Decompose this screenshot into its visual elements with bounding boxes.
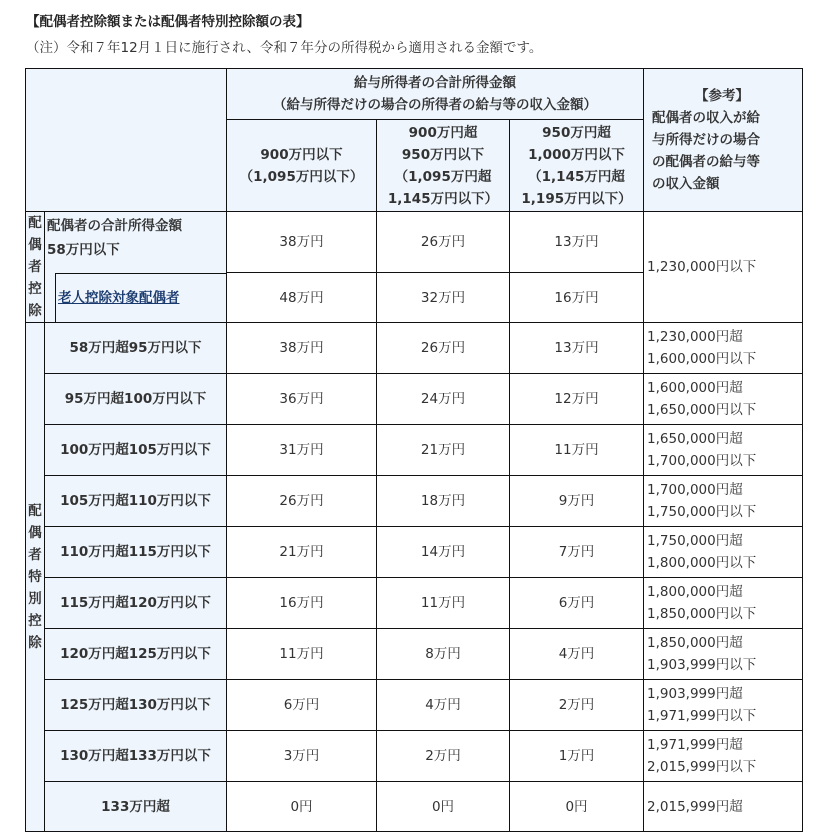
column-header-line: 1,195万円以下）	[521, 190, 632, 207]
ref-line: 1,650,000円以下	[647, 402, 757, 418]
column-header-900-or-less	[227, 120, 377, 212]
table-row	[26, 578, 803, 629]
value-cell: 31万円	[227, 425, 377, 476]
value-cell: 21万円	[227, 527, 377, 578]
ref-line: 1,750,000円以下	[647, 504, 757, 520]
value-cell: 0円	[227, 782, 377, 832]
value-cell: 2万円	[510, 680, 644, 731]
income-group-header	[227, 69, 644, 120]
value-cell: 24万円	[377, 374, 510, 425]
reference-header-line3: 与所得だけの場合	[652, 132, 761, 148]
row-label: 58万円超95万円以下	[45, 323, 227, 374]
page-title: 【配偶者控除額または配偶者特別控除額の表】	[26, 14, 310, 30]
row-label: 110万円超115万円以下	[45, 527, 227, 578]
value-cell: 2万円	[377, 731, 510, 782]
ref-line: 1,850,000円以下	[647, 606, 757, 622]
column-header-line: 1,000万円以下	[528, 146, 625, 163]
value-cell: 1万円	[510, 731, 644, 782]
row-label: 125万円超130万円以下	[45, 680, 227, 731]
special-deduction-section-label	[26, 323, 45, 832]
reference-header-line1: 【参考】	[695, 88, 750, 104]
column-header-line: 900万円超	[408, 124, 478, 141]
table-row	[26, 680, 803, 731]
value-cell: 26万円	[377, 323, 510, 374]
ref-line: 1,700,000円超	[647, 482, 743, 498]
value-cell: 7万円	[510, 527, 644, 578]
value-cell: 26万円	[377, 212, 510, 273]
vertical-char: 配	[28, 503, 42, 519]
table-row	[26, 374, 803, 425]
ref-line: 1,750,000円超	[647, 533, 743, 549]
value-cell: 3万円	[227, 731, 377, 782]
table-row	[26, 731, 803, 782]
vertical-char: 別	[28, 591, 42, 607]
column-header-line: （1,095万円超	[394, 168, 492, 185]
column-header-line: 950万円超	[542, 124, 611, 141]
ref-line: 1,800,000円以下	[647, 555, 757, 571]
row-label: 130万円超133万円以下	[45, 731, 227, 782]
reference-cell	[644, 425, 803, 476]
spouse-deduction-section-label	[26, 212, 45, 323]
reference-header-line5: の収入金額	[652, 176, 720, 192]
label-line: 配偶者の合計所得金額	[47, 218, 182, 234]
value-cell: 4万円	[377, 680, 510, 731]
vertical-char: 者	[28, 259, 42, 275]
ref-line: 1,903,999円超	[647, 686, 743, 702]
vertical-char: 控	[28, 613, 42, 629]
vertical-char: 偶	[28, 525, 42, 541]
row-label: 115万円超120万円以下	[45, 578, 227, 629]
ref-line: 1,971,999円超	[647, 737, 743, 753]
reference-cell	[644, 578, 803, 629]
value-cell: 11万円	[227, 629, 377, 680]
reference-cell	[644, 527, 803, 578]
ref-line: 1,903,999円以下	[647, 657, 757, 673]
ref-line: 1,800,000円超	[647, 584, 743, 600]
ref-line: 1,600,000円超	[647, 380, 743, 396]
value-cell: 16万円	[227, 578, 377, 629]
value-cell: 11万円	[377, 578, 510, 629]
elderly-spouse-label-cell	[55, 273, 226, 322]
reference-cell: 1,230,000円以下	[644, 212, 803, 323]
reference-cell	[644, 323, 803, 374]
ref-line: 1,600,000円以下	[647, 351, 757, 367]
vertical-char: 者	[28, 547, 42, 563]
spouse-deduction-table	[25, 68, 803, 832]
table-row	[26, 782, 803, 832]
ref-line: 1,700,000円以下	[647, 453, 757, 469]
table-row	[26, 476, 803, 527]
column-header-line: （1,145万円超	[528, 168, 625, 185]
reference-header-line4: の配偶者の給与等	[652, 154, 761, 170]
value-cell: 4万円	[510, 629, 644, 680]
value-cell: 6万円	[510, 578, 644, 629]
vertical-char: 除	[28, 303, 42, 319]
ref-line: 2,015,999円以下	[647, 759, 757, 775]
row-label: 105万円超110万円以下	[45, 476, 227, 527]
value-cell: 38万円	[227, 323, 377, 374]
value-cell: 0円	[510, 782, 644, 832]
effective-date-note: （注）令和７年12月１日に施行され、令和７年分の所得税から適用される金額です。	[26, 40, 543, 56]
value-cell: 14万円	[377, 527, 510, 578]
elderly-spouse-link[interactable]: 老人控除対象配偶者	[58, 290, 180, 306]
vertical-char: 偶	[28, 237, 42, 253]
table-row	[26, 629, 803, 680]
vertical-char: 特	[28, 569, 42, 585]
value-cell: 13万円	[510, 323, 644, 374]
reference-cell	[644, 476, 803, 527]
row-label: 120万円超125万円以下	[45, 629, 227, 680]
ref-line: 2,015,999円超	[647, 798, 743, 815]
reference-cell	[644, 731, 803, 782]
value-cell: 9万円	[510, 476, 644, 527]
table-row	[26, 527, 803, 578]
value-cell: 32万円	[377, 273, 510, 323]
table-row	[26, 425, 803, 476]
reference-cell	[644, 629, 803, 680]
income-group-header-line1: 給与所得者の合計所得金額	[354, 75, 516, 91]
vertical-char: 控	[28, 281, 42, 297]
column-header-900-to-950	[377, 120, 510, 212]
ref-line: 1,850,000円超	[647, 635, 743, 651]
value-cell: 26万円	[227, 476, 377, 527]
value-cell: 13万円	[510, 212, 644, 273]
value-cell: 8万円	[377, 629, 510, 680]
ref-line: 1,230,000円超	[647, 329, 743, 345]
row-label: 133万円超	[45, 782, 227, 832]
row-label: 100万円超105万円以下	[45, 425, 227, 476]
column-header-line: 950万円以下	[401, 146, 485, 163]
value-cell: 21万円	[377, 425, 510, 476]
reference-header-line2: 配偶者の収入が給	[652, 110, 761, 126]
reference-cell	[644, 782, 803, 832]
reference-cell	[644, 680, 803, 731]
column-header-line: 1,145万円以下）	[387, 190, 499, 207]
table-row	[26, 323, 803, 374]
ref-line: 1,650,000円超	[647, 431, 743, 447]
spouse-income-label-cell	[45, 212, 227, 323]
corner-header-cell	[26, 69, 227, 212]
value-cell: 0円	[377, 782, 510, 832]
value-cell: 38万円	[227, 212, 377, 273]
value-cell: 18万円	[377, 476, 510, 527]
ref-line: 1,971,999円以下	[647, 708, 757, 724]
spouse-income-58-or-less-label	[45, 212, 226, 273]
value-cell: 16万円	[510, 273, 644, 323]
reference-cell	[644, 374, 803, 425]
label-line: 58万円以下	[47, 242, 120, 258]
row-label: 95万円超100万円以下	[45, 374, 227, 425]
income-group-header-line2: （給与所得だけの場合の所得者の給与等の収入金額）	[273, 97, 597, 113]
reference-header	[644, 69, 803, 212]
value-cell: 12万円	[510, 374, 644, 425]
column-header-line: 900万円以下	[260, 146, 343, 163]
value-cell: 36万円	[227, 374, 377, 425]
column-header-950-to-1000	[510, 120, 644, 212]
value-cell: 6万円	[227, 680, 377, 731]
vertical-char: 除	[28, 635, 42, 651]
column-header-line: （1,095万円以下）	[239, 168, 364, 185]
vertical-char: 配	[28, 215, 42, 231]
value-cell: 11万円	[510, 425, 644, 476]
value-cell: 48万円	[227, 273, 377, 323]
